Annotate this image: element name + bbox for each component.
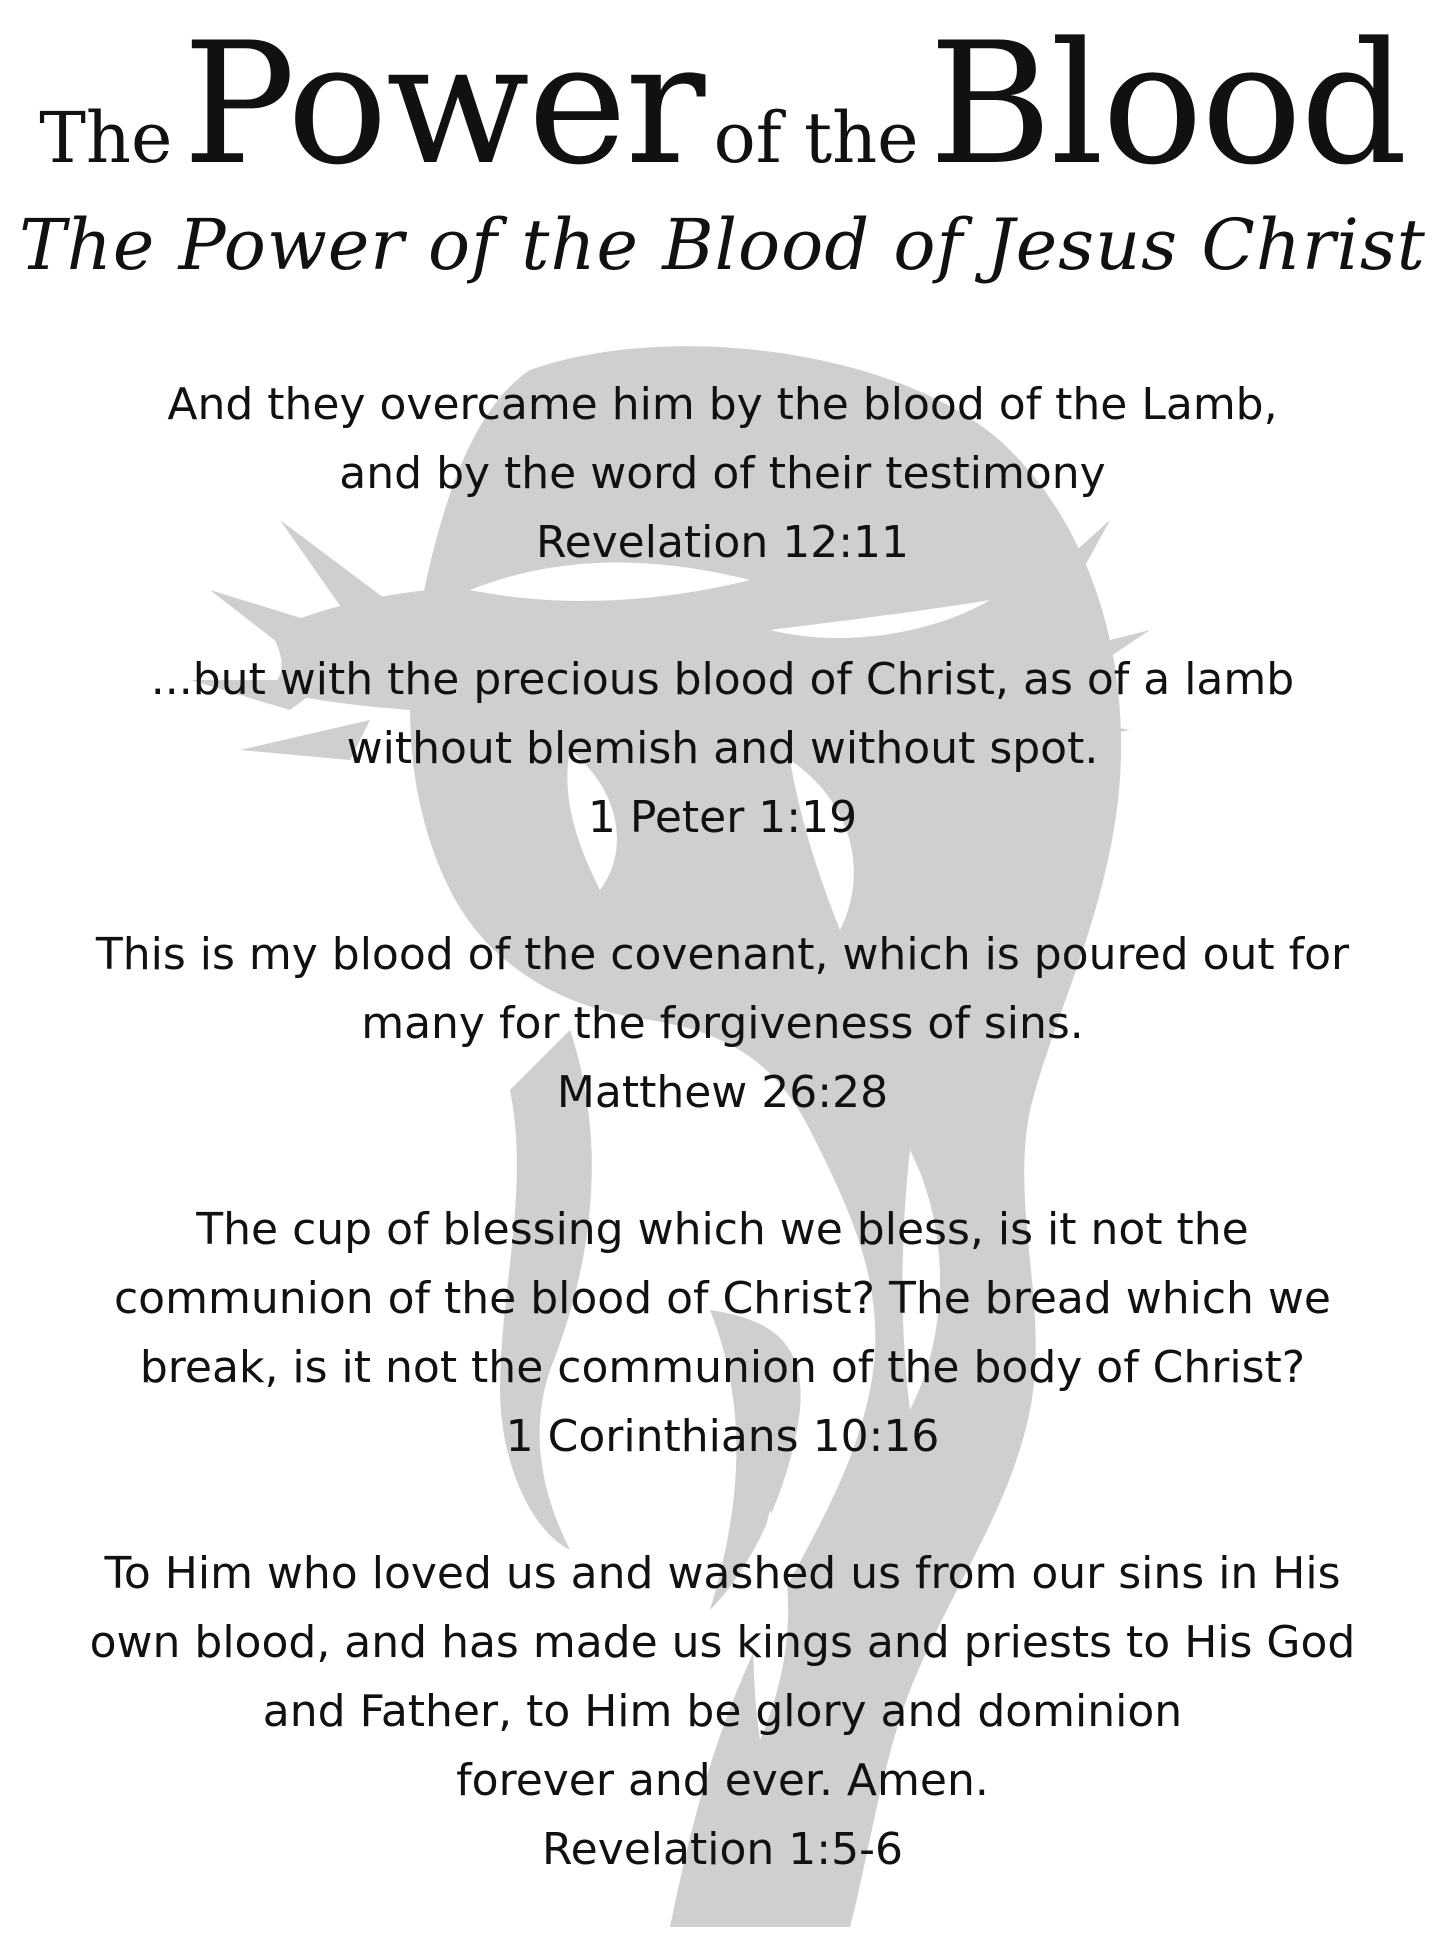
verse-block: [40, 920, 1405, 1127]
verse-list: [40, 370, 1405, 1952]
title-the: The: [39, 97, 173, 179]
page-title: [0, 6, 1445, 202]
verse-reference: Revelation 1:5-6: [542, 1824, 903, 1875]
verse-block: [40, 1195, 1405, 1471]
verse-reference: 1 Peter 1:19: [587, 792, 858, 843]
verse-text: To Him who loved us and washed us from our sins in His own blood, and has made us kings and priests to His God and Father, to Him be glory and dominion forever and ever. Amen.: [89, 1548, 1356, 1806]
verse-text: This is my blood of the covenant, which is poured out for many for the forgiveness of sins.: [95, 929, 1350, 1049]
title-blood: Blood: [928, 6, 1406, 202]
verse-text: And they overcame him by the blood of the Lamb, and by the word of their testimony: [167, 379, 1278, 499]
page-subtitle: The Power of the Blood of Jesus Christ: [19, 204, 1426, 286]
title-of-the: of the: [713, 97, 919, 179]
verse-block: [40, 370, 1405, 577]
verse-reference: Matthew 26:28: [556, 1067, 889, 1118]
verse-reference: Revelation 12:11: [535, 517, 910, 568]
verse-text: The cup of blessing which we bless, is it not the communion of the blood of Christ? The bread which we break, is it not the communion of the body of Christ?: [113, 1204, 1331, 1393]
verse-block: [40, 1539, 1405, 1884]
verse-block: [40, 645, 1405, 852]
verse-text: ...but with the precious blood of Christ, as of a lamb without blemish and without spot.: [150, 654, 1295, 774]
verse-reference: 1 Corinthians 10:16: [505, 1411, 940, 1462]
title-power: Power: [182, 6, 704, 202]
